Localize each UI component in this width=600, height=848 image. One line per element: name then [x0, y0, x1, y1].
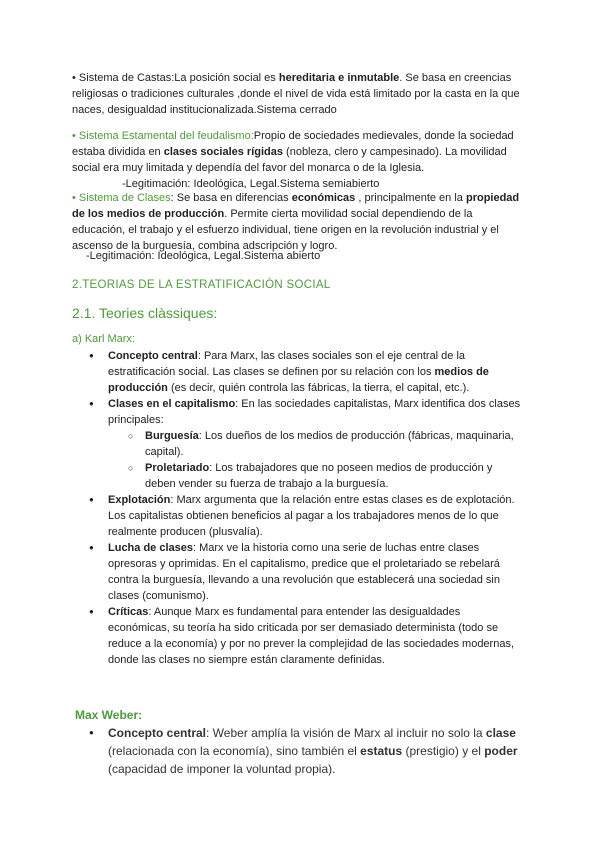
- paragraph-estamental: [72, 128, 528, 176]
- sublist: [108, 428, 522, 492]
- clases-text-1: : Se basa en diferencias: [170, 192, 292, 204]
- estamental-text-2: (nobleza, clero y campesinado). La movilidad social era muy limitada y dependía del favor del monarca o de la Iglesia.: [72, 146, 507, 174]
- item-bold: Proletariado: [145, 462, 210, 474]
- castas-label: • Sistema de Castas:: [72, 72, 175, 84]
- list-item: [72, 604, 522, 668]
- item-bold: medios de producción: [108, 366, 489, 394]
- item-bold: Explotación: [108, 494, 171, 506]
- paragraph-castas: [72, 70, 528, 118]
- item-bold: Críticas: [108, 606, 149, 618]
- item-bold: Concepto central: [108, 726, 207, 740]
- item-bold: Concepto central: [108, 350, 198, 362]
- item-text: : Marx ve la historia como una serie de luchas entre clases opresoras y oprimidas. En el capitalismo, predice que el proletariado se rebelará contra la burguesía, llevando a una revolución que establecerá una sociedad sin clases (comunismo).: [108, 542, 500, 602]
- castas-text-2: . Se basa en creencias religiosas o tradiciones culturales ,donde el nivel de vida está limitado por la casta en la que naces, desigualdad institucionalizada.Sistema cerrado: [72, 72, 520, 116]
- item-bold: Clases en el capitalismo: [108, 398, 236, 410]
- marx-heading: a) Karl Marx:: [72, 333, 135, 345]
- item-bold: estatus: [360, 744, 403, 758]
- item-bold: Burguesía: [145, 430, 199, 442]
- estamental-text-1: Propio de sociedades medievales, donde la sociedad estaba dividida en: [72, 130, 514, 158]
- estamental-legitimacion: -Legitimación: Ideológica, Legal.Sistema semiabierto: [122, 178, 380, 190]
- list-item: [72, 348, 522, 396]
- clases-bold-1: económicas: [291, 192, 356, 204]
- sublist-item: [108, 428, 522, 460]
- clases-label: • Sistema de Clases: [72, 192, 171, 204]
- list-item: [72, 724, 522, 778]
- list-item: [72, 540, 522, 604]
- weber-heading: Max Weber:: [75, 708, 143, 722]
- clases-legitimacion: -Legitimación: Ideológica, Legal.Sistema abierto: [86, 250, 321, 262]
- castas-bold-1: hereditaria e inmutable: [278, 72, 400, 84]
- sublist-item: [108, 460, 522, 492]
- weber-list: [72, 724, 522, 778]
- castas-text-1: La posición social es: [174, 72, 279, 84]
- clases-bold-2: propiedad de los medios de producción: [72, 192, 520, 220]
- paragraph-clases: [72, 190, 528, 254]
- list-item: [72, 396, 522, 492]
- clases-text-3: . Permite cierta movilidad social dependiendo de la educación, el trabajo y el esfuerzo individual, tiene origen en la revolución industrial y el ascenso de la burguesía, combina adscripción y logro.: [72, 208, 499, 252]
- clases-text-2: , principalmente en la: [355, 192, 466, 204]
- item-text: : Los dueños de los medios de producción (fábricas, maquinaria, capital).: [145, 430, 514, 458]
- estamental-label: • Sistema Estamental del feudalismo:: [72, 130, 254, 142]
- item-text: : Aunque Marx es fundamental para entender las desigualdades económicas, su teoría ha sido criticada por ser demasiado determinista (todo se reduce a la economía) y por no prever la complejidad de las sociedades modernas, donde las clases no siempre están claramente definidas.: [108, 606, 515, 666]
- item-bold: poder: [484, 744, 518, 758]
- item-text: (prestigio) y el: [402, 744, 485, 758]
- item-text: : En las sociedades capitalistas, Marx identifica dos clases principales:: [108, 398, 521, 426]
- item-text: : Marx argumenta que la relación entre estas clases es de explotación. Los capitalistas obtienen beneficios al pagar a los trabajadores menos de lo que realmente producen (plusvalía).: [108, 494, 515, 538]
- item-text: : Para Marx, las clases sociales son el eje central de la estratificación social. Las clases se definen por su relación con los: [108, 350, 466, 378]
- list-item: [72, 492, 522, 540]
- item-text: (es decir, quién controla las fábricas, la tierra, el capital, etc.).: [167, 382, 470, 394]
- section-heading: 2.TEORIAS DE LA ESTRATIFICACIÓN SOCIAL: [72, 279, 331, 291]
- item-bold: Lucha de clases: [108, 542, 193, 554]
- item-text: (capacidad de imponer la voluntad propia).: [108, 762, 336, 776]
- item-bold: clase: [485, 726, 516, 740]
- item-text: (relacionada con la economía), sino también el: [108, 744, 361, 758]
- item-text: : Los trabajadores que no poseen medios de producción y deben vender su fuerza de trabajo a la burguesía.: [145, 462, 493, 490]
- item-text: : Weber amplía la visión de Marx al incluir no solo la: [206, 726, 486, 740]
- marx-list: [72, 348, 522, 668]
- subsection-heading: 2.1. Teories clàssiques:: [72, 305, 218, 321]
- estamental-bold-1: clases sociales rígidas: [163, 146, 283, 158]
